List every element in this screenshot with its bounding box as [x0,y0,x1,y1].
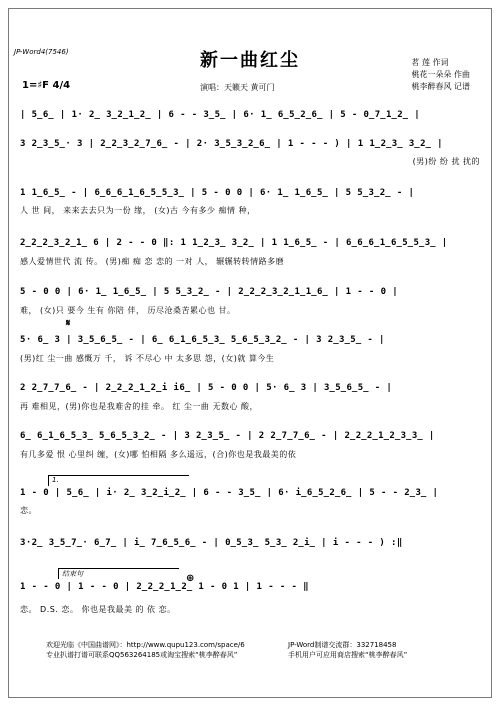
first-ending-label: 1. [52,476,59,484]
credit-lyricist: 茗 莲 作词 [411,58,449,67]
lyrics-line-11: 恋。 D.S. 恋。 你也是我最美 的 依 恋。 [20,605,176,614]
ending-label: 结束句 [62,570,83,578]
lyrics-line-6: (男)红 尘一曲 感慨万 千， 诉 不尽心 中 太多思 怨，(女)就 算今生 [20,354,275,363]
segno-mark: 𝄋 [66,318,71,329]
coda-mark: ⊕ [186,573,195,584]
footer-app-note: 手机用户可应用商店搜索“桃李醉春风” [288,651,408,659]
song-title: 新一曲红尘 [200,50,300,71]
notation-line-7: 2 2̲7̲7̲6̲ - | 2̲2̲2̲1̲2̲i i6̲ | 5 - 0 0 | 5· 6̲ 3 | 3̲5̲6̲5̲ - | [20,383,393,393]
key-signature: 1=♯F 4/4 [22,80,71,91]
lyrics-line-3: 人 世 间， 来来去去只为一份 缘， (女)古 今有多少 痴情 种， [20,206,256,215]
notation-line-1: | 5̲6̲ | 1· 2̲ 3̲2̲1̲2̲ | 6 - - 3̲5̲ | 6· 1̲ 6̲5̲2̲6̲ | 5 - 0̲7̲1̲2̲ | [20,110,421,120]
notation-line-10: 3·2̲ 3̲5̲7̲· 6̲7̲ | i̲ 7̲6̲5̲6̲ - | 0̲5̲3̲ 5̲3̲ 2̲i̲ | i - - - ) :‖ [20,538,403,548]
credit-transcriber: 桃李醉春风 记谱 [411,82,470,91]
footer-left [46,640,245,660]
credit-composer: 桃花一朵朵 作曲 [411,70,470,79]
notation-line-4: 2̲2̲2̲3̲2̲1̲ 6 | 2 - - 0 ‖: 1 1̲2̲3̲ 3̲2̲ | 1 1̲6̲5̲ - | 6̲6̲6̲1̲6̲5̲5̲3̲ | [20,238,448,248]
notation-line-6: 5· 6̲ 3 | 3̲5̲6̲5̲ - | 6̲ 6̲1̲6̲5̲3̲ 5̲6̲5̲3̲2̲ - | 3 2̲3̲5̲ - | [20,335,385,345]
lyrics-line-8: 有几多爱 恨 心里纠 缠，(女)哪 怕相隔 多么遥远，(合)你也是我最美的依 [20,450,297,459]
lyrics-line-7: 再 难相见，(男)你也是我难舍的挂 牵。 红 尘一曲 无数心 酸， [20,402,258,411]
software-label: JP-Word4(7546) [14,48,69,56]
singers: 演唱：天籁天 黄可门 [200,83,275,92]
notation-line-8: 6̲ 6̲1̲6̲5̲3̲ 5̲6̲5̲3̲2̲ - | 3 2̲3̲5̲ - | 2 2̲7̲7̲6̲ - | 2̲2̲2̲1̲2̲3̲3̲ | [20,431,435,441]
footer-site-link[interactable]: 欢迎光临《中国曲谱网》：http://www.qupu123.com/space/6 [46,641,245,649]
notation-line-2: 3 2̲3̲5̲· 3 | 2̲2̲3̲2̲7̲6̲ - | 2· 3̲5̲3̲2̲6̲ | 1 - - - ) | 1 1̲2̲3̲ 3̲2̲ | [20,139,443,149]
notation-line-11: 1 - - 0 | 1 - - 0 | 2̲2̲2̲1̲2̲ 1 - 0 1 | 1 - - - ‖ [20,582,309,592]
lyrics-line-2: (男)纷 纷 扰 扰的 [412,157,480,166]
footer-contact: 专业扒谱打谱可联系QQ563264185或淘宝搜索“桃李醉春风” [46,651,238,659]
footer-group: JP-Word制谱交流群：332718458 [288,641,397,649]
footer-right [288,640,407,660]
credits [411,57,470,93]
notation-line-3: 1 1̲6̲5̲ - | 6̲6̲6̲1̲6̲5̲5̲3̲ | 5 - 0 0 | 6· 1̲ 1̲6̲5̲ | 5 5̲3̲2̲ - | [20,188,415,198]
lyrics-line-5: 难， (女)只 要今 生有 你陪 伴， 历尽沧桑苦累心也 甘。 [20,306,236,315]
notation-line-9: 1 - 0 | 5̲6̲ | i· 2̲ 3̲2̲i̲2̲ | 6 - - 3̲5̲ | 6· i̲6̲5̲2̲6̲ | 5 - - 2̲3̲ | [20,488,439,498]
lyrics-line-4: 感人爱情世代 流 传。 (男)痴 痴 恋 恋的 一对 人， 辗辗转转情路多磨 [20,257,285,266]
notation-line-5: 5 - 0 0 | 6· 1̲ 1̲6̲5̲ | 5 5̲3̲2̲ - | 2̲2̲2̲3̲2̲1̲1̲6̲ | 1 - - 0 | [20,287,399,297]
first-ending-bracket [48,475,189,486]
lyrics-line-9: 恋。 [20,506,37,515]
